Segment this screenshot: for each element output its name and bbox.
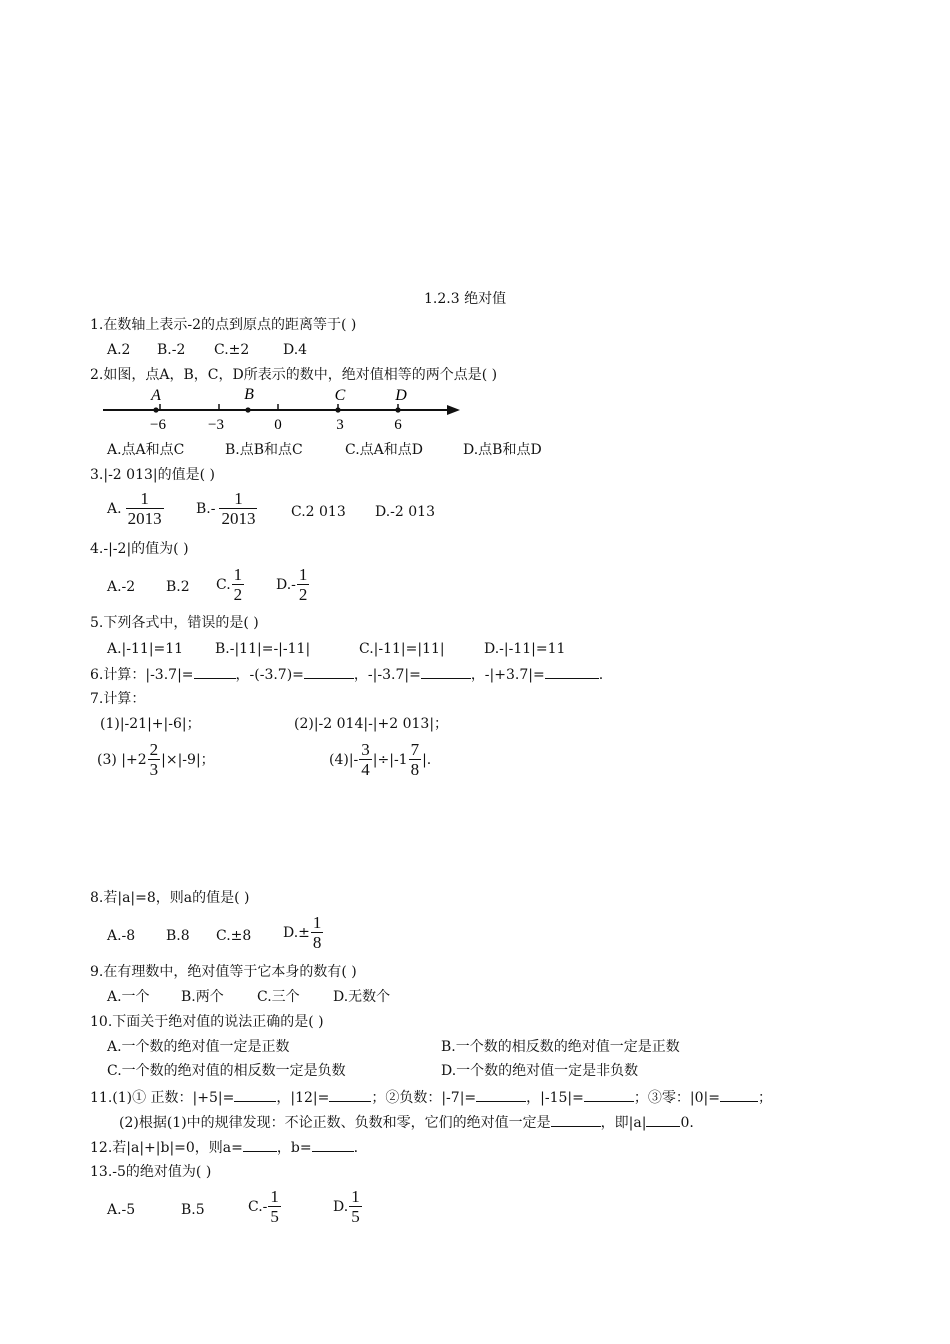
point-b-dot	[245, 407, 250, 412]
denominator: 8	[312, 933, 322, 952]
q9-option-d: D.无数个	[333, 989, 391, 1005]
q13-option-c	[248, 1187, 282, 1226]
q11-line-2	[119, 1113, 694, 1132]
answer-blank[interactable]	[234, 1088, 276, 1102]
point-a-dot	[153, 407, 158, 412]
page-title: 1.2.3 绝对值	[424, 291, 507, 307]
q13-d-prefix: D.	[333, 1198, 349, 1215]
numerator: 7	[410, 740, 420, 759]
tick-label: −6	[150, 417, 166, 433]
q3-option-d: D.-2 013	[375, 504, 435, 520]
q10-option-a: A.一个数的绝对值一定是正数	[107, 1039, 290, 1055]
q6-part-3: ，-|-3.7|=	[353, 667, 421, 683]
number-line-arrow	[447, 405, 460, 415]
answer-blank[interactable]	[421, 665, 471, 679]
answer-blank[interactable]	[551, 1113, 601, 1127]
answer-blank[interactable]	[304, 665, 354, 679]
q6-part-2: ，-(-3.7)=	[235, 667, 304, 683]
q1-option-b: B.-2	[157, 342, 186, 358]
point-c-dot	[335, 407, 340, 412]
denominator: 5	[270, 1207, 279, 1226]
q8-option-b: B.8	[166, 928, 190, 944]
q2-stem: 2.如图，点A，B，C，D所表示的数中，绝对值相等的两个点是( )	[90, 367, 498, 383]
q7-s4-fraction-2	[409, 740, 422, 779]
q1-option-d: D.4	[283, 342, 308, 358]
point-d-dot	[395, 407, 400, 412]
q5-stem: 5.下列各式中，错误的是( )	[90, 615, 259, 631]
q3-option-a	[107, 489, 168, 528]
q7-sub-3	[97, 740, 215, 779]
q1-option-c: C.±2	[214, 342, 250, 358]
q8-d-prefix: D.±	[283, 924, 310, 941]
denominator: 2	[298, 585, 308, 604]
q10-option-b: B.一个数的相反数的绝对值一定是正数	[441, 1039, 680, 1055]
denominator: 3	[149, 760, 159, 779]
q5-option-a: A.|-11|=11	[107, 641, 184, 657]
answer-blank[interactable]	[312, 1138, 354, 1152]
q11-l1-part-6: ；	[757, 1090, 772, 1106]
q3-b-fraction	[216, 489, 260, 528]
q13-option-a: A.-5	[107, 1202, 136, 1218]
q8-stem: 8.若|a|=8，则a的值是( )	[90, 890, 250, 906]
q7-s3-suffix: |×|-9|；	[161, 751, 215, 768]
q7-stem: 7.计算：	[90, 691, 146, 707]
numerator: 1	[234, 489, 243, 508]
q5-option-c: C.|-11|=|11|	[359, 641, 445, 657]
number-line-figure	[95, 384, 470, 434]
q12-part-1: 12.若|a|+|b|=0，则a=	[90, 1140, 243, 1156]
q7-s3-fraction	[148, 740, 161, 779]
q13-d-fraction	[349, 1187, 362, 1226]
q7-s4-middle: |÷|-1	[372, 751, 408, 768]
q4-option-c	[216, 565, 245, 604]
q7-s4-prefix: (4)|-	[329, 751, 359, 768]
q8-option-c: C.±8	[216, 928, 252, 944]
q3-a-prefix: A.	[107, 500, 122, 517]
tick-label: 6	[394, 417, 402, 433]
denominator: 2013	[127, 509, 162, 528]
q13-c-prefix: C.-	[248, 1198, 268, 1215]
numerator: 3	[361, 740, 370, 759]
q13-option-d	[333, 1187, 363, 1226]
q12-part-2: ，b=	[276, 1140, 312, 1156]
point-c-label: C	[334, 387, 346, 404]
q11-l2-part-1: (2)根据(1)中的规律发现：不论正数、负数和零，它们的绝对值一定是	[119, 1115, 551, 1131]
q5-option-b: B.-|11|=-|-11|	[215, 641, 311, 657]
q7-sub-2: (2)|-2 014|-|+2 013|；	[294, 716, 449, 732]
q9-option-a: A.一个	[107, 989, 150, 1005]
q6-line	[90, 665, 603, 684]
q9-option-c: C.三个	[257, 989, 300, 1005]
q3-option-b	[196, 489, 261, 528]
numerator: 1	[351, 1187, 360, 1206]
q6-part-5: .	[598, 667, 604, 683]
q11-l1-part-1: 11.(1)① 正数：|+5|=	[90, 1090, 235, 1106]
denominator: 2013	[221, 509, 256, 528]
tick-label: 0	[274, 417, 282, 433]
q2-option-c: C.点A和点D	[345, 442, 423, 458]
q13-stem: 13.-5的绝对值为( )	[90, 1164, 212, 1180]
answer-blank[interactable]	[646, 1113, 680, 1127]
numerator: 1	[140, 489, 149, 508]
answer-blank[interactable]	[329, 1088, 371, 1102]
q11-l1-part-5: ；③零：|0|=	[633, 1090, 720, 1106]
q4-stem: 4.-|-2|的值为( )	[90, 541, 189, 557]
answer-blank[interactable]	[194, 665, 236, 679]
q7-sub-4	[329, 740, 431, 779]
q10-stem: 10.下面关于绝对值的说法正确的是( )	[90, 1014, 324, 1030]
q9-stem: 9.在有理数中，绝对值等于它本身的数有( )	[90, 964, 357, 980]
q7-s4-fraction-1	[359, 740, 372, 779]
tick-label: −3	[208, 417, 224, 433]
numerator: 2	[149, 740, 159, 759]
tick-label: 3	[336, 417, 344, 433]
point-a-label: A	[151, 387, 161, 404]
q2-option-d: D.点B和点D	[463, 442, 542, 458]
q4-d-prefix: D.-	[276, 576, 296, 593]
q10-option-c: C.一个数的绝对值的相反数一定是负数	[107, 1063, 346, 1079]
q4-c-fraction	[232, 565, 245, 604]
numerator: 1	[312, 913, 322, 932]
q9-option-b: B.两个	[181, 989, 224, 1005]
answer-blank[interactable]	[584, 1088, 634, 1102]
point-b-label: B	[244, 386, 254, 403]
answer-blank[interactable]	[476, 1088, 526, 1102]
answer-blank[interactable]	[720, 1088, 758, 1102]
q4-option-b: B.2	[166, 579, 190, 595]
denominator: 5	[351, 1207, 360, 1226]
q7-s4-suffix: |.	[422, 751, 432, 768]
q7-s3-prefix: (3) |+2	[97, 751, 147, 768]
denominator: 8	[410, 760, 420, 779]
q5-option-d: D.-|-11|=11	[484, 641, 566, 657]
numerator: 1	[233, 565, 243, 584]
denominator: 4	[361, 760, 370, 779]
q1-option-a: A.2	[107, 342, 131, 358]
q11-l1-part-2: ，|12|=	[276, 1090, 330, 1106]
q2-option-b: B.点B和点C	[225, 442, 303, 458]
q11-l2-part-2: ，即|a|	[600, 1115, 647, 1131]
q13-c-fraction	[268, 1187, 281, 1226]
q6-part-1: 6.计算：|-3.7|=	[90, 667, 194, 683]
q4-option-d	[276, 565, 310, 604]
q4-c-prefix: C.	[216, 576, 231, 593]
q3-b-prefix: B.-	[196, 500, 216, 517]
q8-d-fraction	[311, 913, 324, 952]
q4-d-fraction	[297, 565, 310, 604]
q12-part-3: .	[353, 1140, 359, 1156]
point-d-label: D	[395, 387, 407, 404]
q3-stem: 3.|-2 013|的值是( )	[90, 467, 215, 483]
q2-option-a: A.点A和点C	[107, 442, 185, 458]
q13-option-b: B.5	[181, 1202, 205, 1218]
q6-part-4: ，-|+3.7|=	[470, 667, 545, 683]
numerator: 1	[298, 565, 308, 584]
q11-l2-part-3: 0.	[680, 1115, 694, 1131]
q3-option-c: C.2 013	[291, 504, 346, 520]
answer-blank[interactable]	[243, 1138, 277, 1152]
numerator: 1	[270, 1187, 279, 1206]
q11-l1-part-3: ；②负数：|-7|=	[371, 1090, 477, 1106]
q11-line-1	[90, 1088, 772, 1107]
q3-a-fraction	[123, 489, 167, 528]
q11-l1-part-4: ，|-15|=	[526, 1090, 584, 1106]
answer-blank[interactable]	[545, 665, 599, 679]
denominator: 2	[233, 585, 243, 604]
q10-option-d: D.一个数的绝对值一定是非负数	[441, 1063, 639, 1079]
q4-option-a: A.-2	[107, 579, 136, 595]
q8-option-a: A.-8	[107, 928, 136, 944]
q8-option-d	[283, 913, 324, 952]
q7-sub-1: (1)|-21|+|-6|；	[100, 716, 201, 732]
q1-stem: 1.在数轴上表示-2的点到原点的距离等于( )	[90, 317, 357, 333]
q12-line	[90, 1138, 358, 1157]
